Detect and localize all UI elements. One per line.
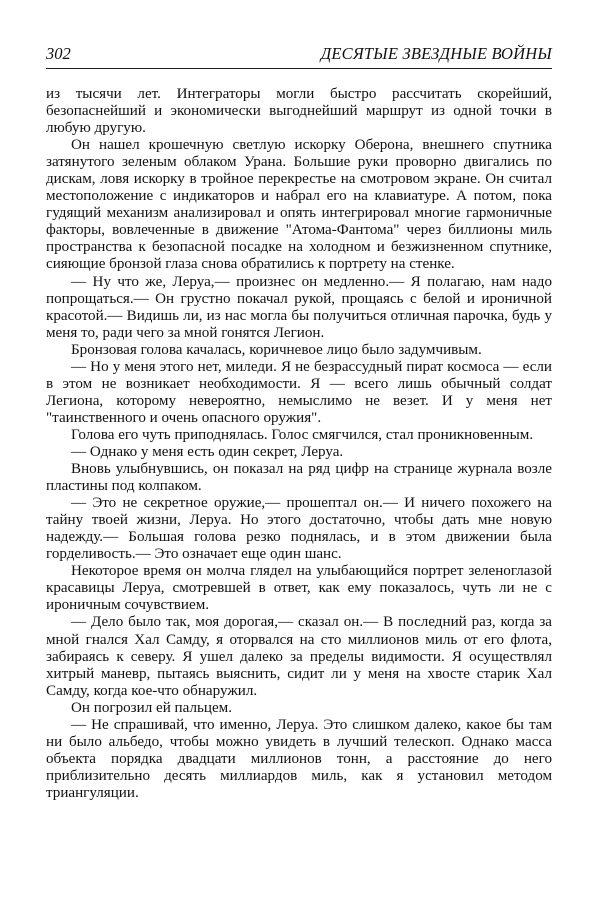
paragraph: Вновь улыбнувшись, он показал на ряд цифр на странице журнала возле пластины под колпаком. — [46, 461, 552, 495]
paragraph: — Это не секретное оружие,— прошептал он.— И ничего похожего на тайну твоей жизни, Леруа. Но этого достаточно, чтобы дать мне новую надежду.— Большая голова резко поднялась, и в этом движении была горделивость.— Это означает еще один шанс. — [46, 495, 552, 563]
paragraph: — Но у меня этого нет, миледи. Я не безрассудный пират космоса — если в этом не возникает необходимости. Я — всего лишь обычный солдат Легиона, которому невероятно, немыслимо не везет. И у меня нет "таинственного и очень опасного оружия". — [46, 358, 552, 426]
page-number: 302 — [46, 44, 71, 63]
running-title: ДЕСЯТЫЕ ЗВЕЗДНЫЕ ВОЙНЫ — [320, 44, 552, 63]
paragraph: Он нашел крошечную светлую искорку Оберона, внешнего спутника затянутого зеленым облаком Урана. Большие руки проворно двигались по дискам, ловя искорку в тройное перекрестье на смотровом экране. Он считал местоположение с индикаторов и набрал его на клавиатуре. А потом, пока гудящий механизм анализировал и опять интегрировал многие гармоничные факторы, вовлеченные в движение "Атома-Фантома" через биллионы миль пространства к безопасной посадке на холодном и безжизненном спутнике, сияющие бронзой глаза снова обратились к портрету на стенке. — [46, 137, 552, 273]
running-head — [46, 44, 552, 64]
paragraph: — Дело было так, моя дорогая,— сказал он.— В последний раз, когда за мной гнался Хал Самду, я оторвался на сто миллионов миль от его флота, забираясь к северу. Я ушел далеко за пределы видимости. Я осуществлял хитрый маневр, пытаясь выяснить, сидит ли у меня на хвосте старик Хал Самду, когда кое-что обнаружил. — [46, 614, 552, 699]
body-text — [46, 86, 552, 802]
paragraph: — Ну что же, Леруа,— произнес он медленно.— Я полагаю, нам надо попрощаться.— Он грустно покачал рукой, прощаясь с белой и ироничной красотой.— Видишь ли, из нас могла бы получиться отличная парочка, будь у меня то, ради чего за мной гонятся Легион. — [46, 273, 552, 341]
paragraph: — Однако у меня есть один секрет, Леруа. — [71, 443, 344, 460]
header-rule — [46, 68, 552, 69]
paragraph: Бронзовая голова качалась, коричневое лицо было задумчивым. — [71, 341, 482, 358]
paragraph-continued: из тысячи лет. Интеграторы могли быстро рассчитать скорейший, безопаснейший и экономически выгоднейший маршрут из одной точки в любую другую. — [46, 86, 552, 137]
paragraph: Некоторое время он молча глядел на улыбающийся портрет зеленоглазой красавицы Леруа, смотревшей в ответ, как ему показалось, чуть ли не с ироничным сочувствием. — [46, 563, 552, 614]
paragraph: Он погрозил ей пальцем. — [71, 699, 232, 716]
paragraph: Голова его чуть приподнялась. Голос смягчился, стал проникновенным. — [71, 426, 534, 443]
paragraph: — Не спрашивай, что именно, Леруа. Это слишком далеко, какое бы там ни было альбедо, чтобы можно увидеть в лучший телескоп. Однако масса объекта порядка двадцати миллионов тонн, а расстояние до него приблизительно десять миллиардов миль, как я установил методом триангуляции. — [46, 716, 552, 801]
